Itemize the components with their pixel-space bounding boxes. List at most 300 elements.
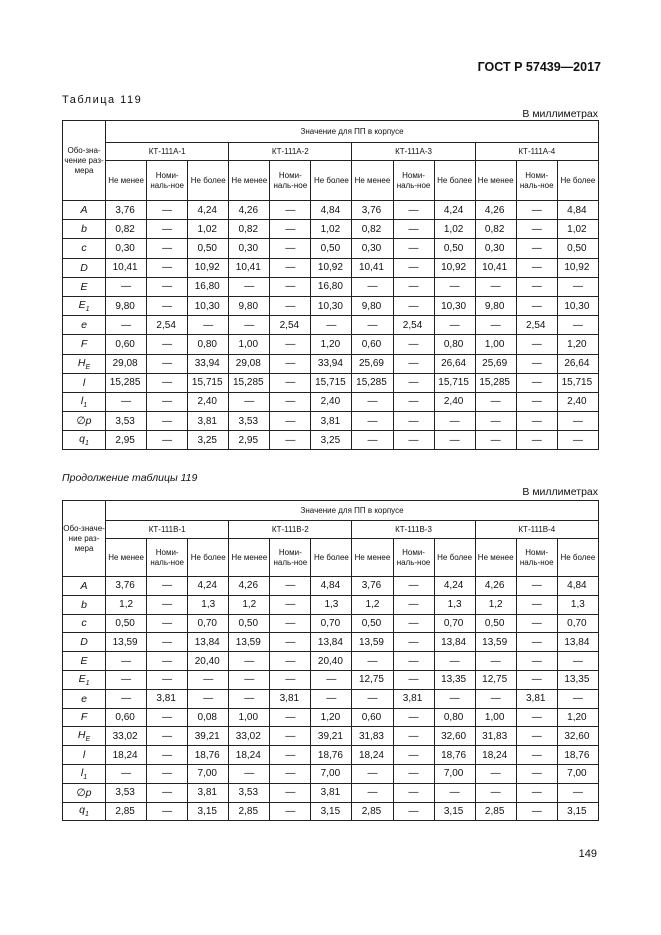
value-cell: — bbox=[229, 392, 270, 411]
value-cell: 13,59 bbox=[475, 633, 516, 652]
value-cell: — bbox=[557, 277, 598, 296]
value-cell: 2,54 bbox=[393, 316, 434, 335]
value-cell: — bbox=[393, 764, 434, 783]
value-cell: — bbox=[147, 431, 188, 450]
value-cell: — bbox=[352, 431, 393, 450]
value-cell: — bbox=[311, 316, 352, 335]
value-cell: 20,40 bbox=[311, 652, 352, 671]
value-cell: 2,95 bbox=[229, 431, 270, 450]
value-cell: — bbox=[229, 316, 270, 335]
value-cell: 3,15 bbox=[557, 802, 598, 821]
value-cell: 0,50 bbox=[352, 614, 393, 633]
value-cell: 1,20 bbox=[311, 708, 352, 727]
dimension-symbol: $q_1$ bbox=[63, 431, 106, 450]
value-cell: 13,59 bbox=[106, 633, 147, 652]
value-cell: — bbox=[106, 689, 147, 708]
value-cell: — bbox=[393, 277, 434, 296]
value-cell: — bbox=[393, 373, 434, 392]
value-cell: 4,24 bbox=[434, 577, 475, 596]
value-cell: 10,92 bbox=[557, 258, 598, 277]
value-cell: 0,30 bbox=[475, 239, 516, 258]
value-cell: 3,76 bbox=[106, 201, 147, 220]
value-cell: 0,80 bbox=[434, 708, 475, 727]
dimension-symbol: $l_1$ bbox=[63, 392, 106, 411]
value-cell: 1,3 bbox=[188, 595, 229, 614]
dimension-symbol: b bbox=[63, 220, 106, 239]
table-row bbox=[63, 373, 599, 392]
dimension-symbol: A bbox=[63, 577, 106, 596]
table-row bbox=[63, 577, 599, 596]
package-header: КТ-111А-2 bbox=[229, 143, 352, 161]
value-cell: 1,00 bbox=[229, 335, 270, 354]
value-cell: — bbox=[147, 296, 188, 315]
param-header: Номи-наль-ное bbox=[270, 539, 311, 577]
table-row bbox=[63, 595, 599, 614]
value-cell: — bbox=[516, 335, 557, 354]
dimension-symbol: $H_E$ bbox=[63, 727, 106, 746]
value-cell: — bbox=[393, 783, 434, 802]
value-cell: 15,715 bbox=[434, 373, 475, 392]
value-cell: 32,60 bbox=[434, 727, 475, 746]
value-cell: 9,80 bbox=[352, 296, 393, 315]
value-cell: — bbox=[270, 727, 311, 746]
param-header: Не более bbox=[188, 161, 229, 201]
value-cell: 0,82 bbox=[475, 220, 516, 239]
dimension-symbol: A bbox=[63, 201, 106, 220]
value-cell: 1,00 bbox=[475, 335, 516, 354]
value-cell: — bbox=[147, 577, 188, 596]
param-header: Номи-наль-ное bbox=[516, 539, 557, 577]
value-cell: — bbox=[106, 316, 147, 335]
value-cell: 18,24 bbox=[229, 746, 270, 765]
value-cell: — bbox=[434, 277, 475, 296]
value-cell: — bbox=[475, 431, 516, 450]
value-cell: — bbox=[270, 258, 311, 277]
table-row bbox=[63, 614, 599, 633]
param-header: Не более bbox=[311, 161, 352, 201]
value-cell: — bbox=[475, 652, 516, 671]
dimension-symbol: D bbox=[63, 258, 106, 277]
value-cell: 12,75 bbox=[475, 670, 516, 689]
value-cell: — bbox=[106, 764, 147, 783]
value-cell: — bbox=[516, 412, 557, 431]
value-cell: 13,84 bbox=[434, 633, 475, 652]
param-header: Не менее bbox=[352, 539, 393, 577]
value-cell: — bbox=[147, 746, 188, 765]
table-row bbox=[63, 783, 599, 802]
value-cell: — bbox=[516, 354, 557, 373]
value-cell: — bbox=[516, 577, 557, 596]
value-cell: — bbox=[516, 277, 557, 296]
value-cell: — bbox=[352, 412, 393, 431]
value-cell: 29,08 bbox=[229, 354, 270, 373]
value-cell: — bbox=[270, 335, 311, 354]
value-cell: 0,82 bbox=[229, 220, 270, 239]
param-header: Не менее bbox=[106, 539, 147, 577]
value-cell: — bbox=[229, 652, 270, 671]
table-row bbox=[63, 670, 599, 689]
value-cell: 10,41 bbox=[106, 258, 147, 277]
value-cell: — bbox=[475, 412, 516, 431]
value-cell: — bbox=[147, 614, 188, 633]
package-header: КТ-111В-1 bbox=[106, 521, 229, 539]
dimension-symbol: e bbox=[63, 316, 106, 335]
table-row bbox=[63, 764, 599, 783]
value-cell: 10,92 bbox=[188, 258, 229, 277]
value-cell: — bbox=[393, 633, 434, 652]
value-cell: 16,80 bbox=[311, 277, 352, 296]
value-cell: — bbox=[270, 239, 311, 258]
value-cell: 0,70 bbox=[311, 614, 352, 633]
value-cell: 3,76 bbox=[352, 577, 393, 596]
value-cell: 4,26 bbox=[475, 577, 516, 596]
value-cell: — bbox=[270, 652, 311, 671]
value-cell: 0,80 bbox=[188, 335, 229, 354]
value-cell: — bbox=[270, 633, 311, 652]
value-cell: 18,76 bbox=[434, 746, 475, 765]
value-cell: 13,84 bbox=[188, 633, 229, 652]
value-cell: — bbox=[557, 783, 598, 802]
param-header: Не менее bbox=[475, 161, 516, 201]
value-cell: 15,715 bbox=[311, 373, 352, 392]
package-header: КТ-111В-4 bbox=[475, 521, 598, 539]
value-cell: — bbox=[147, 220, 188, 239]
value-cell: — bbox=[516, 220, 557, 239]
table-row bbox=[63, 239, 599, 258]
value-cell: 4,26 bbox=[229, 577, 270, 596]
dimension-symbol: F bbox=[63, 708, 106, 727]
table-title: Таблица 119 bbox=[62, 94, 143, 106]
value-cell: 3,81 bbox=[147, 689, 188, 708]
value-cell: — bbox=[352, 764, 393, 783]
value-cell: — bbox=[516, 746, 557, 765]
value-cell: — bbox=[352, 316, 393, 335]
value-cell: 3,81 bbox=[270, 689, 311, 708]
dimension-header: Обо-зна-чение раз-мера bbox=[63, 121, 106, 201]
value-cell: 1,2 bbox=[475, 595, 516, 614]
value-cell: — bbox=[516, 633, 557, 652]
dimension-symbol: l bbox=[63, 746, 106, 765]
value-cell: 3,53 bbox=[106, 783, 147, 802]
value-cell: — bbox=[393, 258, 434, 277]
value-cell: — bbox=[475, 764, 516, 783]
param-header: Номи-наль-ное bbox=[516, 161, 557, 201]
package-header: КТ-111А-1 bbox=[106, 143, 229, 161]
value-cell: — bbox=[434, 689, 475, 708]
value-cell: — bbox=[188, 689, 229, 708]
value-cell: 39,21 bbox=[188, 727, 229, 746]
value-cell: 2,54 bbox=[147, 316, 188, 335]
value-cell: 16,80 bbox=[188, 277, 229, 296]
unit-label: В миллиметрах bbox=[522, 486, 598, 498]
param-header: Номи-наль-ное bbox=[393, 161, 434, 201]
value-cell: 3,81 bbox=[516, 689, 557, 708]
value-cell: 0,80 bbox=[434, 335, 475, 354]
value-cell: 4,24 bbox=[188, 577, 229, 596]
value-cell: — bbox=[516, 764, 557, 783]
value-cell: 7,00 bbox=[557, 764, 598, 783]
value-cell: — bbox=[475, 277, 516, 296]
value-cell: — bbox=[270, 783, 311, 802]
value-cell: 18,24 bbox=[352, 746, 393, 765]
value-cell: — bbox=[147, 412, 188, 431]
value-cell: — bbox=[270, 614, 311, 633]
value-cell: 1,00 bbox=[475, 708, 516, 727]
value-cell: — bbox=[106, 392, 147, 411]
value-cell: 4,84 bbox=[311, 201, 352, 220]
value-cell: 12,75 bbox=[352, 670, 393, 689]
value-cell: — bbox=[352, 689, 393, 708]
value-cell: — bbox=[352, 277, 393, 296]
value-cell: — bbox=[475, 316, 516, 335]
value-cell: — bbox=[516, 708, 557, 727]
value-cell: 33,94 bbox=[311, 354, 352, 373]
dimensions-table-continued bbox=[62, 500, 599, 821]
value-cell: 0,60 bbox=[106, 708, 147, 727]
value-cell: — bbox=[516, 392, 557, 411]
package-header: КТ-111А-3 bbox=[352, 143, 475, 161]
value-cell: 13,84 bbox=[311, 633, 352, 652]
value-cell: 33,94 bbox=[188, 354, 229, 373]
value-cell: — bbox=[147, 727, 188, 746]
value-cell: — bbox=[270, 392, 311, 411]
value-cell: 3,25 bbox=[311, 431, 352, 450]
param-header: Не менее bbox=[352, 161, 393, 201]
value-cell: 20,40 bbox=[188, 652, 229, 671]
value-cell: 4,24 bbox=[434, 201, 475, 220]
value-cell: — bbox=[270, 220, 311, 239]
value-cell: — bbox=[270, 577, 311, 596]
value-cell: 33,02 bbox=[106, 727, 147, 746]
value-cell: 1,00 bbox=[229, 708, 270, 727]
value-cell: 2,54 bbox=[270, 316, 311, 335]
value-cell: 13,59 bbox=[229, 633, 270, 652]
dimension-symbol: $H_E$ bbox=[63, 354, 106, 373]
value-cell: 2,40 bbox=[434, 392, 475, 411]
value-cell: 1,3 bbox=[311, 595, 352, 614]
value-cell: — bbox=[557, 689, 598, 708]
value-cell: — bbox=[352, 652, 393, 671]
value-cell: 1,2 bbox=[106, 595, 147, 614]
value-cell: — bbox=[393, 746, 434, 765]
value-cell: — bbox=[147, 670, 188, 689]
table-row bbox=[63, 746, 599, 765]
value-cell: — bbox=[147, 201, 188, 220]
value-cell: 10,30 bbox=[188, 296, 229, 315]
unit-label: В миллиметрах bbox=[522, 108, 598, 120]
value-cell: 0,82 bbox=[352, 220, 393, 239]
value-cell: — bbox=[229, 764, 270, 783]
value-cell: 10,92 bbox=[311, 258, 352, 277]
value-cell: 4,84 bbox=[557, 201, 598, 220]
value-cell: — bbox=[270, 746, 311, 765]
value-cell: 10,30 bbox=[434, 296, 475, 315]
table-row bbox=[63, 431, 599, 450]
value-cell: 0,30 bbox=[229, 239, 270, 258]
dimension-symbol: ∅p bbox=[63, 412, 106, 431]
value-cell: 4,26 bbox=[229, 201, 270, 220]
value-cell: — bbox=[557, 316, 598, 335]
table-row bbox=[63, 392, 599, 411]
value-cell: 31,83 bbox=[475, 727, 516, 746]
value-cell: 3,15 bbox=[434, 802, 475, 821]
value-cell: — bbox=[147, 783, 188, 802]
value-cell: — bbox=[393, 220, 434, 239]
value-cell: — bbox=[393, 708, 434, 727]
value-cell: — bbox=[516, 670, 557, 689]
value-cell: — bbox=[393, 802, 434, 821]
group-header: Значение для ПП в корпусе bbox=[106, 121, 599, 143]
value-cell: — bbox=[516, 652, 557, 671]
value-cell: 1,20 bbox=[557, 708, 598, 727]
value-cell: — bbox=[434, 431, 475, 450]
value-cell: 13,35 bbox=[557, 670, 598, 689]
table-row bbox=[63, 689, 599, 708]
value-cell: — bbox=[393, 412, 434, 431]
value-cell: — bbox=[557, 431, 598, 450]
table-row bbox=[63, 802, 599, 821]
table-row bbox=[63, 277, 599, 296]
dimension-symbol: l bbox=[63, 373, 106, 392]
value-cell: — bbox=[516, 239, 557, 258]
value-cell: 7,00 bbox=[311, 764, 352, 783]
value-cell: 2,85 bbox=[106, 802, 147, 821]
dimension-symbol: E bbox=[63, 652, 106, 671]
value-cell: 10,41 bbox=[352, 258, 393, 277]
value-cell: — bbox=[311, 670, 352, 689]
value-cell: 31,83 bbox=[352, 727, 393, 746]
value-cell: 4,84 bbox=[557, 577, 598, 596]
value-cell: — bbox=[393, 431, 434, 450]
value-cell: 0,60 bbox=[352, 335, 393, 354]
value-cell: — bbox=[147, 633, 188, 652]
value-cell: 0,30 bbox=[352, 239, 393, 258]
value-cell: 18,76 bbox=[311, 746, 352, 765]
table-row bbox=[63, 633, 599, 652]
table-row bbox=[63, 258, 599, 277]
value-cell: 9,80 bbox=[106, 296, 147, 315]
value-cell: — bbox=[516, 614, 557, 633]
value-cell: — bbox=[270, 296, 311, 315]
value-cell: — bbox=[516, 258, 557, 277]
value-cell: — bbox=[106, 670, 147, 689]
value-cell: — bbox=[147, 764, 188, 783]
param-header: Номи-наль-ное bbox=[270, 161, 311, 201]
dimension-symbol: c bbox=[63, 614, 106, 633]
param-header: Не менее bbox=[475, 539, 516, 577]
value-cell: 0,50 bbox=[557, 239, 598, 258]
value-cell: — bbox=[147, 652, 188, 671]
param-header: Не менее bbox=[106, 161, 147, 201]
dimensions-table bbox=[62, 120, 599, 450]
value-cell: 1,02 bbox=[188, 220, 229, 239]
value-cell: — bbox=[434, 412, 475, 431]
value-cell: — bbox=[393, 670, 434, 689]
table-row bbox=[63, 412, 599, 431]
value-cell: — bbox=[393, 392, 434, 411]
value-cell: — bbox=[147, 708, 188, 727]
value-cell: 3,53 bbox=[106, 412, 147, 431]
value-cell: 0,60 bbox=[352, 708, 393, 727]
value-cell: 0,50 bbox=[188, 239, 229, 258]
param-header: Не более bbox=[557, 161, 598, 201]
value-cell: — bbox=[393, 335, 434, 354]
value-cell: 2,95 bbox=[106, 431, 147, 450]
value-cell: 9,80 bbox=[475, 296, 516, 315]
param-header: Номи-наль-ное bbox=[393, 539, 434, 577]
value-cell: 0,30 bbox=[106, 239, 147, 258]
value-cell: 2,54 bbox=[516, 316, 557, 335]
value-cell: — bbox=[147, 802, 188, 821]
value-cell: 3,81 bbox=[393, 689, 434, 708]
value-cell: 25,69 bbox=[475, 354, 516, 373]
value-cell: — bbox=[270, 670, 311, 689]
value-cell: — bbox=[270, 373, 311, 392]
value-cell: — bbox=[557, 652, 598, 671]
package-header: КТ-111В-3 bbox=[352, 521, 475, 539]
value-cell: — bbox=[147, 392, 188, 411]
value-cell: — bbox=[147, 595, 188, 614]
table-row bbox=[63, 708, 599, 727]
value-cell: 29,08 bbox=[106, 354, 147, 373]
param-header: Не менее bbox=[229, 161, 270, 201]
value-cell: 0,70 bbox=[557, 614, 598, 633]
param-header: Не более bbox=[188, 539, 229, 577]
value-cell: 4,24 bbox=[188, 201, 229, 220]
table-row bbox=[63, 335, 599, 354]
value-cell: 1,3 bbox=[557, 595, 598, 614]
value-cell: — bbox=[393, 577, 434, 596]
value-cell: — bbox=[516, 201, 557, 220]
dimension-symbol: $E_1$ bbox=[63, 670, 106, 689]
value-cell: — bbox=[393, 595, 434, 614]
value-cell: — bbox=[475, 783, 516, 802]
table-row bbox=[63, 354, 599, 373]
table-row bbox=[63, 296, 599, 315]
value-cell: — bbox=[147, 373, 188, 392]
value-cell: 33,02 bbox=[229, 727, 270, 746]
param-header: Не более bbox=[557, 539, 598, 577]
value-cell: 10,30 bbox=[557, 296, 598, 315]
value-cell: — bbox=[270, 764, 311, 783]
value-cell: — bbox=[475, 689, 516, 708]
value-cell: 26,64 bbox=[557, 354, 598, 373]
value-cell: — bbox=[106, 277, 147, 296]
value-cell: — bbox=[516, 296, 557, 315]
value-cell: 0,50 bbox=[475, 614, 516, 633]
value-cell: 1,02 bbox=[311, 220, 352, 239]
value-cell: 1,20 bbox=[557, 335, 598, 354]
value-cell: — bbox=[393, 727, 434, 746]
value-cell: — bbox=[393, 296, 434, 315]
value-cell: 2,40 bbox=[188, 392, 229, 411]
value-cell: 4,84 bbox=[311, 577, 352, 596]
value-cell: — bbox=[188, 670, 229, 689]
value-cell: 0,50 bbox=[106, 614, 147, 633]
value-cell: 39,21 bbox=[311, 727, 352, 746]
value-cell: 2,85 bbox=[229, 802, 270, 821]
value-cell: 0,08 bbox=[188, 708, 229, 727]
value-cell: — bbox=[270, 708, 311, 727]
value-cell: 18,76 bbox=[188, 746, 229, 765]
value-cell: 3,25 bbox=[188, 431, 229, 450]
value-cell: 2,85 bbox=[475, 802, 516, 821]
param-header: Номи-наль-ное bbox=[147, 539, 188, 577]
value-cell: 13,84 bbox=[557, 633, 598, 652]
value-cell: — bbox=[352, 392, 393, 411]
dimension-symbol: E bbox=[63, 277, 106, 296]
table-row bbox=[63, 220, 599, 239]
